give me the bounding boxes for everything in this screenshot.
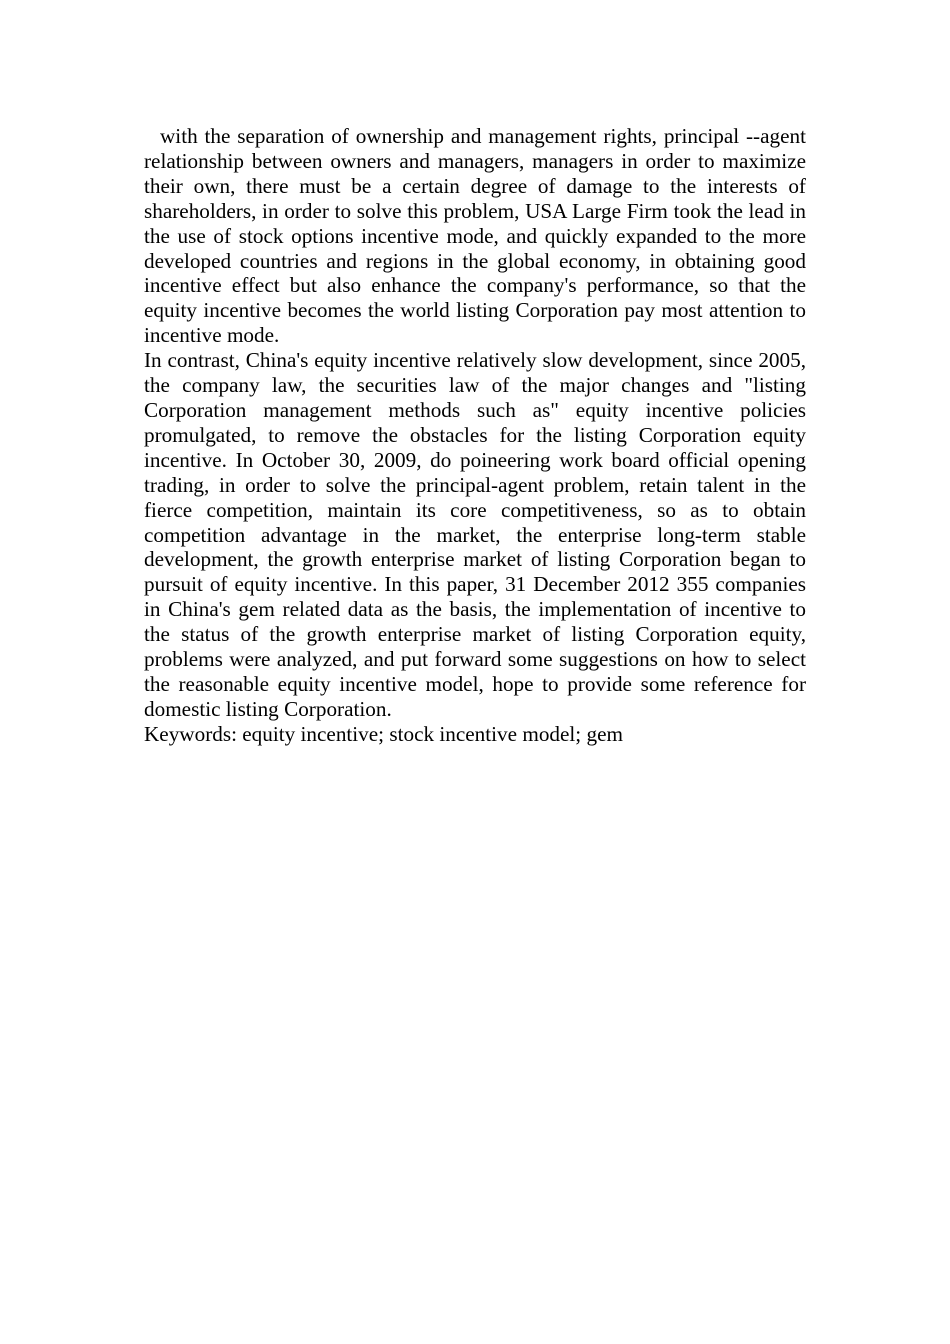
keywords-line: Keywords: equity incentive; stock incentive model; gem: [144, 721, 623, 746]
abstract-body: [144, 124, 806, 747]
abstract-paragraph-1: with the separation of ownership and management rights, principal --agent relationship between owners and managers, managers in order to maximize their own, there must be a certain degree of damage to the interests of shareholders, in order to solve this problem, USA Large Firm took the lead in the use of stock options incentive mode, and quickly expanded to the more developed countries and regions in the global economy, in obtaining good incentive effect but also enhance the company's performance, so that the equity incentive becomes the world listing Corporation pay most attention to incentive mode.: [144, 124, 806, 348]
abstract-paragraph-2: In contrast, China's equity incentive relatively slow development, since 2005, the company law, the securities law of the major changes and "listing Corporation management methods such as" equity incentive policies promulgated, to remove the obstacles for the listing Corporation equity incentive. In October 30, 2009, do poineering work board official opening trading, in order to solve the principal-agent problem, retain talent in the fierce competition, maintain its core competitiveness, so as to obtain competition advantage in the market, the enterprise long-term stable development, the growth enterprise market of listing Corporation began to pursuit of equity incentive. In this paper, 31 December 2012 355 companies in China's gem related data as the basis, the implementation of incentive to the status of the growth enterprise market of listing Corporation equity, problems were analyzed, and put forward some suggestions on how to select the reasonable equity incentive model, hope to provide some reference for domestic listing Corporation.: [144, 348, 806, 721]
